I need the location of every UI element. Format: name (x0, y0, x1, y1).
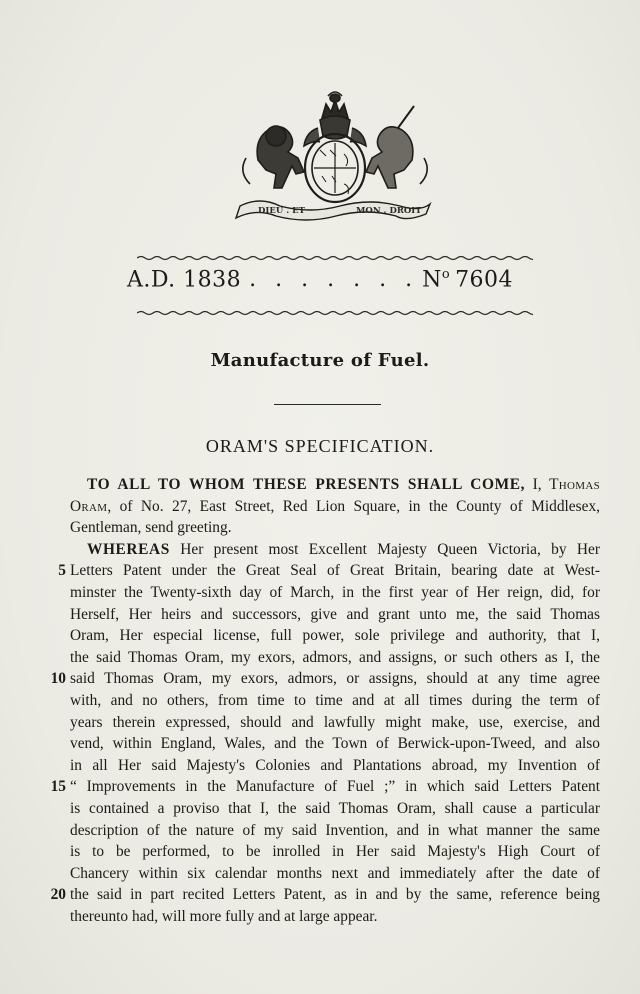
line-text: Oram, Her especial license, full power, sole privilege and authority, that I, (70, 627, 600, 645)
patent-number: 7604 (455, 267, 514, 293)
specification-title: ORAM'S SPECIFICATION. (205, 436, 435, 456)
top-decorative-rule (137, 255, 533, 261)
line-smallcaps-text: Thomas (549, 476, 600, 493)
patent-header (0, 267, 640, 292)
line-text: with, and no others, from time to time and at all times during the term of (70, 691, 600, 709)
motto-left: DIEU . ET (258, 206, 305, 216)
line-text: is contained a proviso that I, the said Thomas Oram, shall cause a particular (70, 799, 600, 817)
line-text: I, (525, 476, 550, 493)
line-text: “ Improvements in the Manufacture of Fuel ;” in which said Letters Patent (70, 778, 600, 796)
body-line (70, 820, 600, 842)
body-line (70, 625, 600, 647)
line-number: 20 (50, 886, 66, 904)
body-line (70, 496, 600, 518)
body-line (70, 712, 600, 734)
body-line (70, 690, 600, 712)
line-number: 5 (58, 562, 66, 580)
body-line (70, 647, 600, 669)
line-bold-text: TO ALL TO WHOM THESE PRESENTS SHALL COME, (87, 476, 526, 493)
body-line (70, 841, 600, 863)
patent-number-super: o (441, 267, 451, 282)
patent-year: A.D. 1838 (126, 267, 242, 293)
line-text: years therein expressed, should and lawfully might make, use, exercise, and (70, 713, 600, 731)
line-text: Gentleman, send greeting. (70, 519, 232, 537)
line-number: 10 (50, 670, 66, 688)
line-text: Chancery within six calendar months next and immediately after the date of (70, 864, 600, 882)
line-bold-text: WHEREAS (87, 540, 170, 558)
body-line (70, 798, 600, 820)
patent-number-prefix: N (422, 267, 442, 293)
line-text: said Thomas Oram, my exors, admors, or assigns, should at any time agree (70, 670, 600, 688)
line-smallcaps-text: Oram (70, 497, 108, 515)
line-number: 15 (50, 778, 66, 796)
body-line (70, 863, 600, 885)
body-line (70, 906, 600, 928)
line-text: Her present most Excellent Majesty Queen Victoria, by Her (169, 540, 600, 558)
line-text: the said in part recited Letters Patent, as in and by the same, reference being (70, 886, 600, 904)
leader-dots: . . . . . . . (249, 267, 419, 293)
line-text: the said Thomas Oram, my exors, admors, and assigns, or such others as I, the (70, 648, 600, 666)
line-text: minster the Twenty-sixth day of March, in the first year of Her reign, did, for (70, 583, 600, 601)
patent-subject: Manufacture of Fuel. (210, 350, 430, 371)
body-line (70, 474, 600, 496)
line-text: vend, within England, Wales, and the Town of Berwick-upon-Tweed, and also (70, 735, 600, 753)
body-line (70, 733, 600, 755)
line-text: Herself, Her heirs and successors, give and grant unto me, the said Thomas (70, 605, 600, 623)
body-line (70, 539, 600, 561)
motto-right: MON . DROIT (356, 206, 422, 216)
line-text: description of the nature of my said Invention, and in what manner the same (70, 821, 600, 839)
royal-coat-of-arms-icon (230, 88, 440, 223)
body-line (70, 517, 600, 539)
line-text: Letters Patent under the Great Seal of Great Britain, bearing date at West- (70, 562, 600, 580)
line-text: thereunto had, will more fully and at large appear. (70, 907, 378, 925)
body-line (70, 582, 600, 604)
line-text: is to be performed, to be inrolled in Her said Majesty's High Court of (70, 843, 600, 861)
body-line (50, 776, 600, 798)
line-text: , of No. 27, East Street, Red Lion Square, in the County of Middlesex, (107, 497, 600, 515)
specification-body (50, 474, 600, 927)
body-line (58, 560, 600, 582)
line-text: in all Her said Majesty's Colonies and Plantations abroad, my Invention of (70, 756, 600, 774)
section-divider (274, 404, 381, 405)
body-line (70, 604, 600, 626)
body-line (50, 668, 600, 690)
bottom-decorative-rule (137, 310, 533, 316)
body-line (70, 755, 600, 777)
body-line (50, 884, 600, 906)
